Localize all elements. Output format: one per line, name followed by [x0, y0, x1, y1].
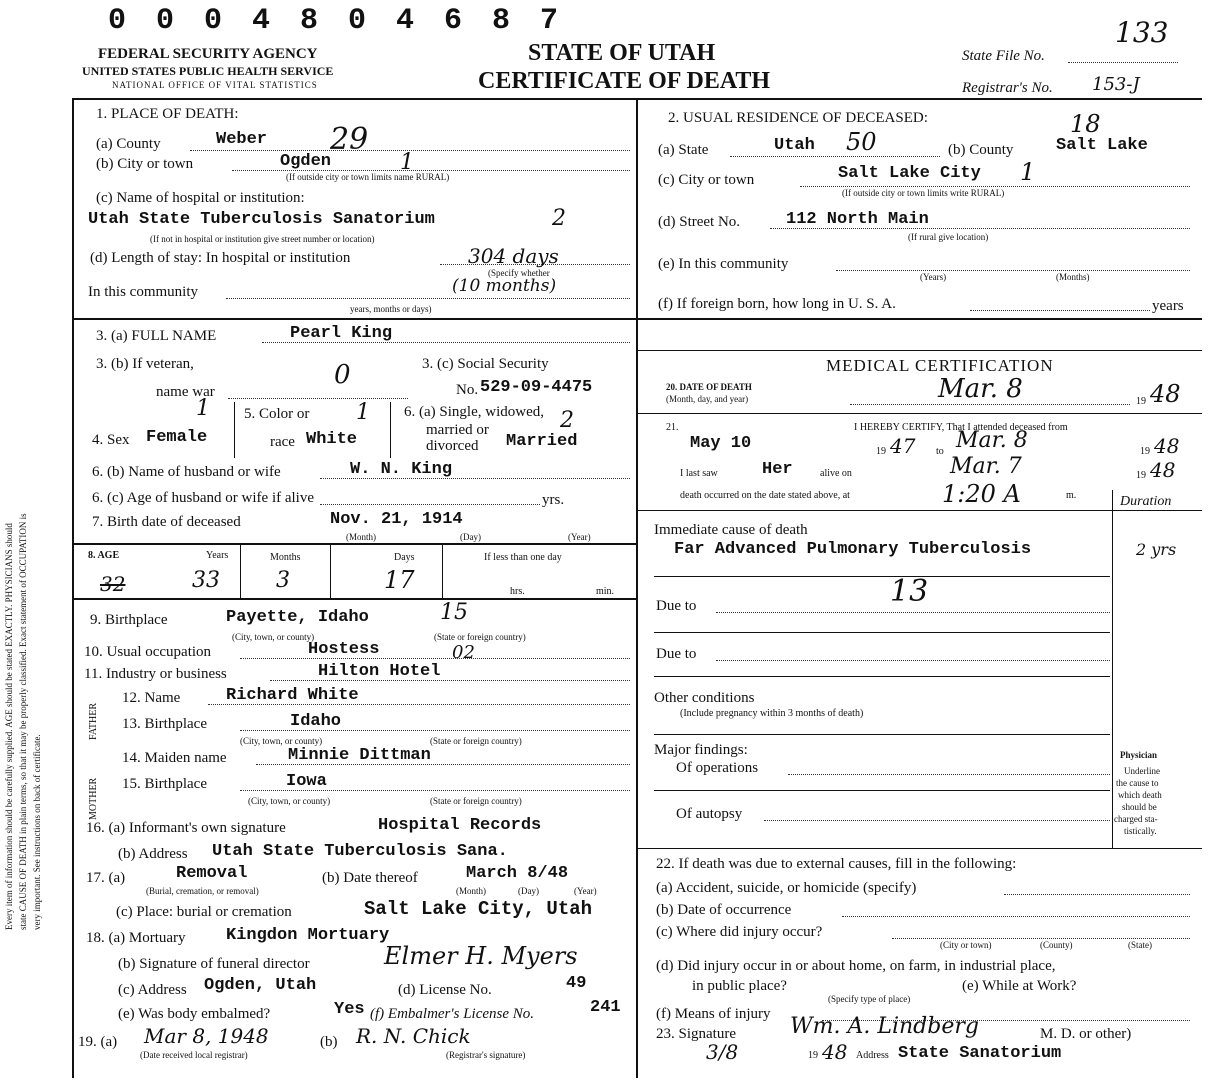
burial-place: Salt Lake City, Utah — [364, 898, 593, 920]
place-city: Ogden — [280, 152, 332, 171]
registrar-number: 153-J — [1092, 74, 1140, 95]
physician-signature: Wm. A. Lindberg — [790, 1014, 979, 1039]
attended-to: Mar. 8 — [956, 428, 1028, 453]
race: White — [306, 430, 358, 449]
embalmed: Yes — [334, 1000, 365, 1019]
social-security: 529-09-4475 — [480, 378, 593, 397]
sex: Female — [146, 428, 208, 447]
place-county: Weber — [216, 130, 268, 149]
hospital-name: Utah State Tuberculosis Sanatorium — [88, 210, 435, 229]
birthplace: Payette, Idaho — [226, 608, 369, 627]
date-of-death: Mar. 8 — [938, 374, 1023, 404]
state-file-label: State File No. — [962, 48, 1045, 64]
frame-left — [72, 98, 74, 1078]
occupation: Hostess — [308, 640, 380, 659]
spouse-name: W. N. King — [350, 460, 453, 479]
attended-from: May 10 — [690, 434, 752, 453]
file-stamp: 133 — [1115, 16, 1169, 49]
title-state: STATE OF UTAH — [528, 40, 716, 66]
residence-city: Salt Lake City — [838, 164, 981, 183]
medical-certification-header: MEDICAL CERTIFICATION — [826, 356, 1054, 375]
informant: Hospital Records — [378, 816, 542, 835]
burial-date: March 8/48 — [466, 864, 569, 883]
last-seen-date: Mar. 7 — [950, 454, 1022, 479]
registrar-date: Mar 8, 1948 — [144, 1024, 269, 1048]
mother-birthplace: Iowa — [286, 772, 327, 791]
agency-line2: UNITED STATES PUBLIC HEALTH SERVICE — [82, 64, 334, 78]
funeral-director-signature: Elmer H. Myers — [384, 942, 578, 970]
frame-middle — [636, 98, 638, 1078]
agency-line1: FEDERAL SECURITY AGENCY — [98, 46, 318, 62]
registrar-signature: R. N. Chick — [356, 1024, 471, 1048]
death-certificate: Every item of information should be carefully supplied. AGE should be stated EXACTLY. PHYSICIANS should state CAUSE OF DEATH in plain terms, so that it may be properly classified. Exact statement of OCCUPATION is very important. See instructions on back of certificate. 0 0 0 4 8 0 4 6 8 7 133 FEDERAL SECURITY AGENCY UNITED STATES PUBLIC HEALTH SERVICE NATIONAL OFFICE OF VITAL STATISTICS STATE OF UTAH CERTIFICATE OF DEATH State File No. Registrar's No. 153-J 1. PLACE OF DEATH: (a) County Weber 29 (b) City or town Ogden 1 (If outside city or town limits name RURAL) (c) Name of hospital or institution: Utah State Tuberculosis Sanatorium 2 (If not in hospital or institution give street number or location) (d) Length of stay: In hospital or institution 304 days (Specify whether In this community (10 months) years, months or days) 3. (a) FULL NAME Pearl King 3. (b) If veteran, name war 0 3. (c) Social Security No. 529-09-4475 4. Sex Female 1 5. Color or race White 1 6. (a) Single, widowed, married or divorced Married 2 6. (b) Name of husband or wife W. N. King 6. (c) Age of husband or wife if alive yrs. 7. Birth date of deceased Nov. 21, 1914 (Month) (Day) (Year) 8. AGE Years Months Days If less than one day 32 33 3 17 hrs. min. 9. Birthplace Payette, Idaho 15 (City, town, or county) (State or foreign country) 10. Usual occupation Hostess 02 11. Industry or business Hilton Hotel FATHER MOTHER 12. Name Richard White 13. Birthplace Idaho (City, town, or county) (State or foreign country) 14. Maiden name Minnie Dittman 15. Birthplace Iowa (City, town, or county) (State or foreign country) 16. (a) Informant's own signature Hospital Records (b) Address Utah State Tuberculosis Sana. 17. (a) Removal (Burial, cremation, or removal) (b) Date thereof March 8/48 (Month) (Day) (Year) (c) Place: burial or cremation Salt Lake City, Utah 18. (a) Mortuary Kingdon Mortuary (b) Signature of funeral director Elmer H. Myers (c) Address Ogden, Utah (d) License No. 49 (e) Was body embalmed? Yes (f) Embalmer's License No. 241 19. (a) Mar 8, 1948 (b) R. N. Chick (Date received local registrar) (Registrar's signature) 2. USUAL RESIDENCE OF DECEASED: (a) State Utah 50 (b) County Salt Lake 18 (c) City or town Salt Lake City 1 (If outside city or town limits write RURAL) (d) Street No. 112 North Main (If rural give location) (e) In this community (Years) (Months) (f) If foreign born, how long in U. S. A. years MEDICAL CERTIFICATION 20. DATE OF DEATH (Month, day, and year) Mar. 8 19 48 21. I HEREBY CERTIFY, That I attended deceased from May 10 19 47 to Mar. 8 19 48 I last saw Her alive on Mar. 7 19 48 death occurred on the date stated above, at 1:20 A m. Duration Immediate cause of death Far Advanced Pulmonary Tuberculosis 2 yrs Due to 13 Due to Other conditions (Include pregnancy within 3 months of death) Major findings: Of operations Of autopsy Physician Underline the cause to which death should be charged sta- tistically. 22. If death was due to external causes, fill in the following: (a) Accident, suicide, or homicide (specify) (b) Date of occurrence (c) Where did injury occur? (City or town) (County) (State) (d) Did injury occur in or about home, on farm, in industrial place, in public place? (Specify type of place) (e) While at Work? (f) Means of injury 23. Signature Wm. A. Lindberg M. D. or other) 3/8 19 48 Address State Sanatorium — [0, 0, 1221, 1091]
full-name: Pearl King — [290, 324, 393, 343]
time-of-death: 1:20 A — [942, 480, 1021, 508]
informant-address: Utah State Tuberculosis Sana. — [212, 842, 508, 861]
margin-instructions: Every item of information should be carefully supplied. AGE should be stated EXACTLY. PHYSICIANS should state CAUSE OF DEATH in plain terms, so that it may be properly classified. Exact statement of OCCUPATION is very important. See instructions on back of certificate. — [4, 513, 42, 930]
serial-number: 0 0 0 4 8 0 4 6 8 7 — [108, 4, 565, 38]
industry: Hilton Hotel — [318, 662, 441, 681]
agency-line3: NATIONAL OFFICE OF VITAL STATISTICS — [112, 80, 318, 90]
marital-status: Married — [506, 432, 578, 451]
residence-state: Utah — [774, 136, 815, 155]
birth-date: Nov. 21, 1914 — [330, 510, 463, 529]
age-days: 17 — [384, 566, 415, 594]
physician-address: State Sanatorium — [898, 1044, 1062, 1063]
mortuary: Kingdon Mortuary — [226, 926, 390, 945]
burial-type: Removal — [176, 864, 248, 883]
residence-county: Salt Lake — [1056, 136, 1148, 155]
residence-street: 112 North Main — [786, 210, 929, 229]
length-of-stay: 304 days — [468, 244, 559, 268]
mother-maiden-name: Minnie Dittman — [288, 746, 431, 765]
signature-date: 3/8 — [706, 1040, 739, 1064]
funeral-director-address: Ogden, Utah — [204, 976, 317, 995]
father-name: Richard White — [226, 686, 359, 705]
section-divider — [72, 318, 1202, 320]
immediate-cause: Far Advanced Pulmonary Tuberculosis — [674, 540, 1032, 559]
registrar-label: Registrar's No. — [962, 80, 1053, 96]
title-certificate: CERTIFICATE OF DEATH — [478, 68, 771, 94]
age-months: 3 — [276, 568, 290, 593]
age-years: 33 — [192, 568, 220, 593]
father-birthplace: Idaho — [290, 712, 342, 731]
